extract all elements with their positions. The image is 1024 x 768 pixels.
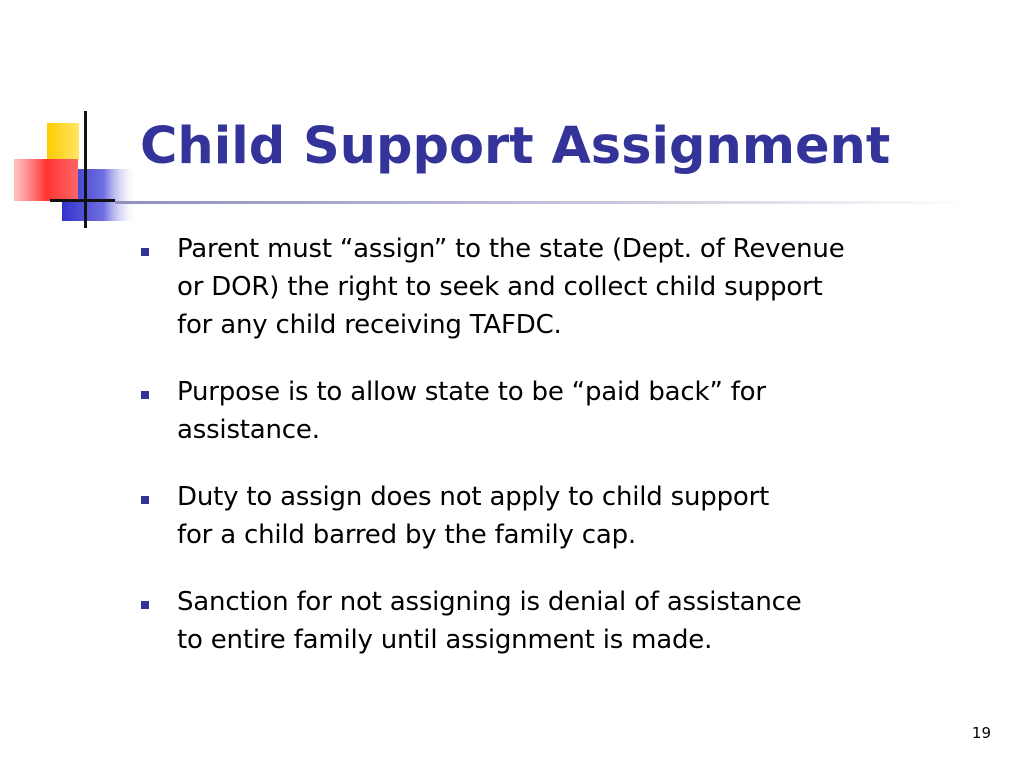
bullet-item bbox=[138, 230, 1018, 344]
decor-horizontal-line bbox=[50, 199, 115, 202]
bullet-text-line: Purpose is to allow state to be “paid back” for bbox=[177, 377, 766, 407]
slide-title: Child Support Assignment bbox=[140, 117, 891, 176]
title-divider bbox=[115, 201, 970, 204]
bullet-text-line: to entire family until assignment is made. bbox=[177, 625, 713, 655]
bullet-square-icon bbox=[141, 601, 149, 609]
decor-yellow-square bbox=[47, 123, 79, 161]
bullet-item bbox=[138, 478, 1018, 554]
bullet-text-line: or DOR) the right to seek and collect child support bbox=[177, 272, 823, 302]
decor-red-square bbox=[14, 159, 78, 201]
bullet-square-icon bbox=[141, 496, 149, 504]
bullet-item bbox=[138, 583, 1018, 659]
decor-vertical-line bbox=[84, 111, 87, 228]
slide-number: 19 bbox=[971, 724, 991, 742]
bullet-text-line: for any child receiving TAFDC. bbox=[177, 310, 562, 340]
bullet-square-icon bbox=[141, 248, 149, 256]
bullet-text-line: for a child barred by the family cap. bbox=[177, 520, 636, 550]
bullet-text-line: Duty to assign does not apply to child support bbox=[177, 482, 770, 512]
bullet-text-line: assistance. bbox=[177, 415, 320, 445]
bullet-text-line: Parent must “assign” to the state (Dept. of Revenue bbox=[177, 234, 845, 264]
bullet-text-line: Sanction for not assigning is denial of assistance bbox=[177, 587, 802, 617]
bullet-list bbox=[138, 230, 1018, 688]
bullet-square-icon bbox=[141, 391, 149, 399]
bullet-item bbox=[138, 373, 1018, 449]
